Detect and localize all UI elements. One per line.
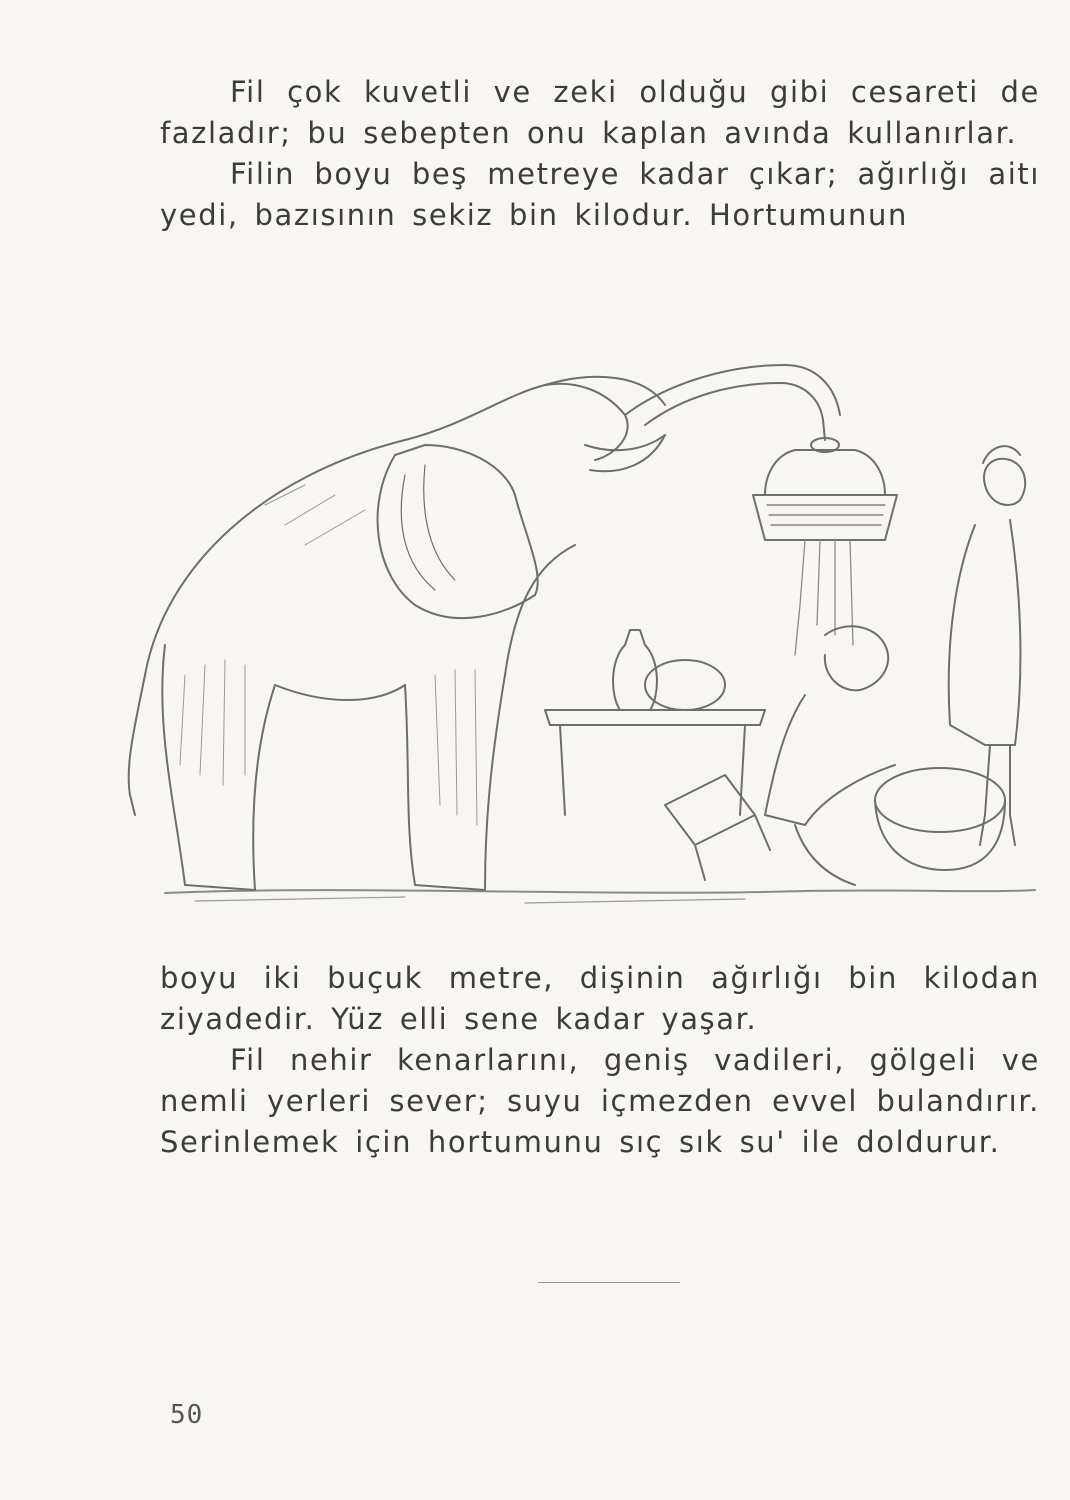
page-number: 50 — [170, 1400, 204, 1430]
section-divider — [538, 1282, 680, 1283]
elephant-shower-illustration — [105, 345, 1040, 920]
paragraph-size: Filin boyu beş metreye kadar çıkar; ağırlığı aitı yedi, bazısının sekiz bin kilodur. Hortumunun — [160, 157, 1040, 232]
paragraph-habitat: Fil nehir kenarlarını, geniş vadileri, gölgeli ve nemli yerleri sever; suyu içmezden evvel bulandırır. Serinlemek için hortumunu sıç sık su' ile doldurur. — [160, 1043, 1040, 1159]
top-text-block — [160, 72, 1040, 236]
paragraph-strength: Fil çok kuvetli ve zeki olduğu gibi cesareti de fazladır; bu sebepten onu kaplan avında kullanırlar. — [160, 75, 1040, 150]
bottom-text-block — [160, 958, 1040, 1163]
paragraph-trunk-tusk: boyu iki buçuk metre, dişinin ağırlığı bin kilodan ziyadedir. Yüz elli sene kadar yaşar. — [160, 961, 1040, 1036]
